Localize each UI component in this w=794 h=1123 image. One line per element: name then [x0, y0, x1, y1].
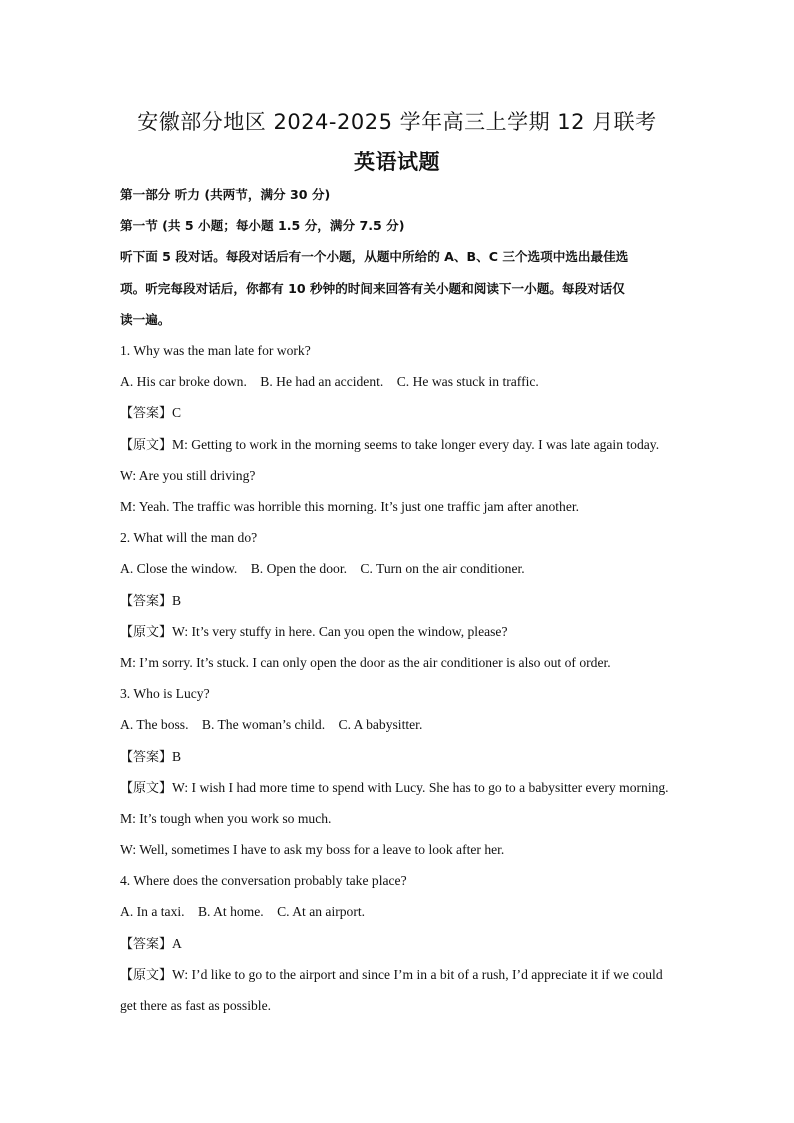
question-options — [120, 903, 680, 921]
answer-value: B — [172, 749, 182, 764]
transcript-text: M: Yeah. The traffic was horrible this morning. It’s just one traffic jam after another. — [120, 499, 580, 514]
question-text: 4. Where does the conversation probably take place? — [120, 873, 407, 888]
transcript-line — [120, 779, 680, 798]
instruction-line: 读一遍。 — [120, 312, 171, 327]
question-text: 1. Why was the man late for work? — [120, 343, 311, 358]
transcript-line — [120, 966, 680, 985]
option-a: A. His car broke down. — [120, 374, 247, 389]
answer-line — [120, 748, 680, 767]
transcript-text: get there as fast as possible. — [120, 998, 271, 1013]
answer-label: 【答案】 — [120, 594, 173, 609]
question-options — [120, 560, 680, 578]
question-text: 3. Who is Lucy? — [120, 686, 210, 701]
transcript-label: 【原文】 — [120, 438, 173, 453]
answer-line — [120, 404, 680, 423]
transcript-label: 【原文】 — [120, 781, 173, 796]
option-a: A. The boss. — [120, 717, 189, 732]
option-b: B. The woman’s child. — [201, 717, 326, 732]
option-c: C. A babysitter. — [338, 717, 423, 732]
document-title: 安徽部分地区 2024-2025 学年高三上学期 12 月联考 — [137, 110, 657, 134]
answer-label: 【答案】 — [120, 406, 173, 421]
transcript-text: M: Getting to work in the morning seems to take longer every day. I was late again today. — [172, 437, 660, 452]
option-b: B. He had an accident. — [260, 374, 384, 389]
transcript-text: M: I’m sorry. It’s stuck. I can only open the door as the air conditioner is also out of order. — [120, 655, 611, 670]
answer-label: 【答案】 — [120, 937, 173, 952]
transcript-text: W: I wish I had more time to spend with Lucy. She has to go to a babysitter every morning. — [172, 780, 669, 795]
option-b: B. Open the door. — [250, 561, 347, 576]
answer-line — [120, 592, 680, 611]
option-a: A. In a taxi. — [120, 904, 185, 919]
option-c: C. At an airport. — [277, 904, 366, 919]
answer-line — [120, 935, 680, 954]
transcript-text: W: Well, sometimes I have to ask my boss for a leave to look after her. — [120, 842, 505, 857]
section-heading: 第一节 (共 5 小题；每小题 1.5 分，满分 7.5 分) — [120, 218, 405, 233]
option-a: A. Close the window. — [120, 561, 238, 576]
answer-label: 【答案】 — [120, 750, 173, 765]
transcript-text: M: It’s tough when you work so much. — [120, 811, 332, 826]
document-subtitle: 英语试题 — [354, 150, 440, 174]
question-options — [120, 716, 680, 734]
option-c: C. He was stuck in traffic. — [396, 374, 539, 389]
question-text: 2. What will the man do? — [120, 530, 258, 545]
option-b: B. At home. — [197, 904, 264, 919]
transcript-text: W: It’s very stuffy in here. Can you open the window, please? — [172, 624, 508, 639]
answer-value: C — [172, 405, 182, 420]
option-c: C. Turn on the air conditioner. — [360, 561, 525, 576]
transcript-line — [120, 436, 680, 455]
answer-value: B — [172, 593, 182, 608]
transcript-label: 【原文】 — [120, 968, 173, 983]
answer-value: A — [172, 936, 182, 951]
instruction-line: 听下面 5 段对话。每段对话后有一个小题，从题中所给的 A、B、C 三个选项中选出最佳选 — [120, 249, 629, 264]
transcript-label: 【原文】 — [120, 625, 173, 640]
transcript-line — [120, 623, 680, 642]
transcript-text: W: Are you still driving? — [120, 468, 256, 483]
transcript-text: W: I’d like to go to the airport and since I’m in a bit of a rush, I’d appreciate it if we could — [172, 967, 663, 982]
instruction-line: 项。听完每段对话后，你都有 10 秒钟的时间来回答有关小题和阅读下一小题。每段对话仅 — [120, 281, 625, 296]
question-options — [120, 373, 680, 391]
part-heading: 第一部分 听力 (共两节，满分 30 分) — [120, 187, 331, 202]
